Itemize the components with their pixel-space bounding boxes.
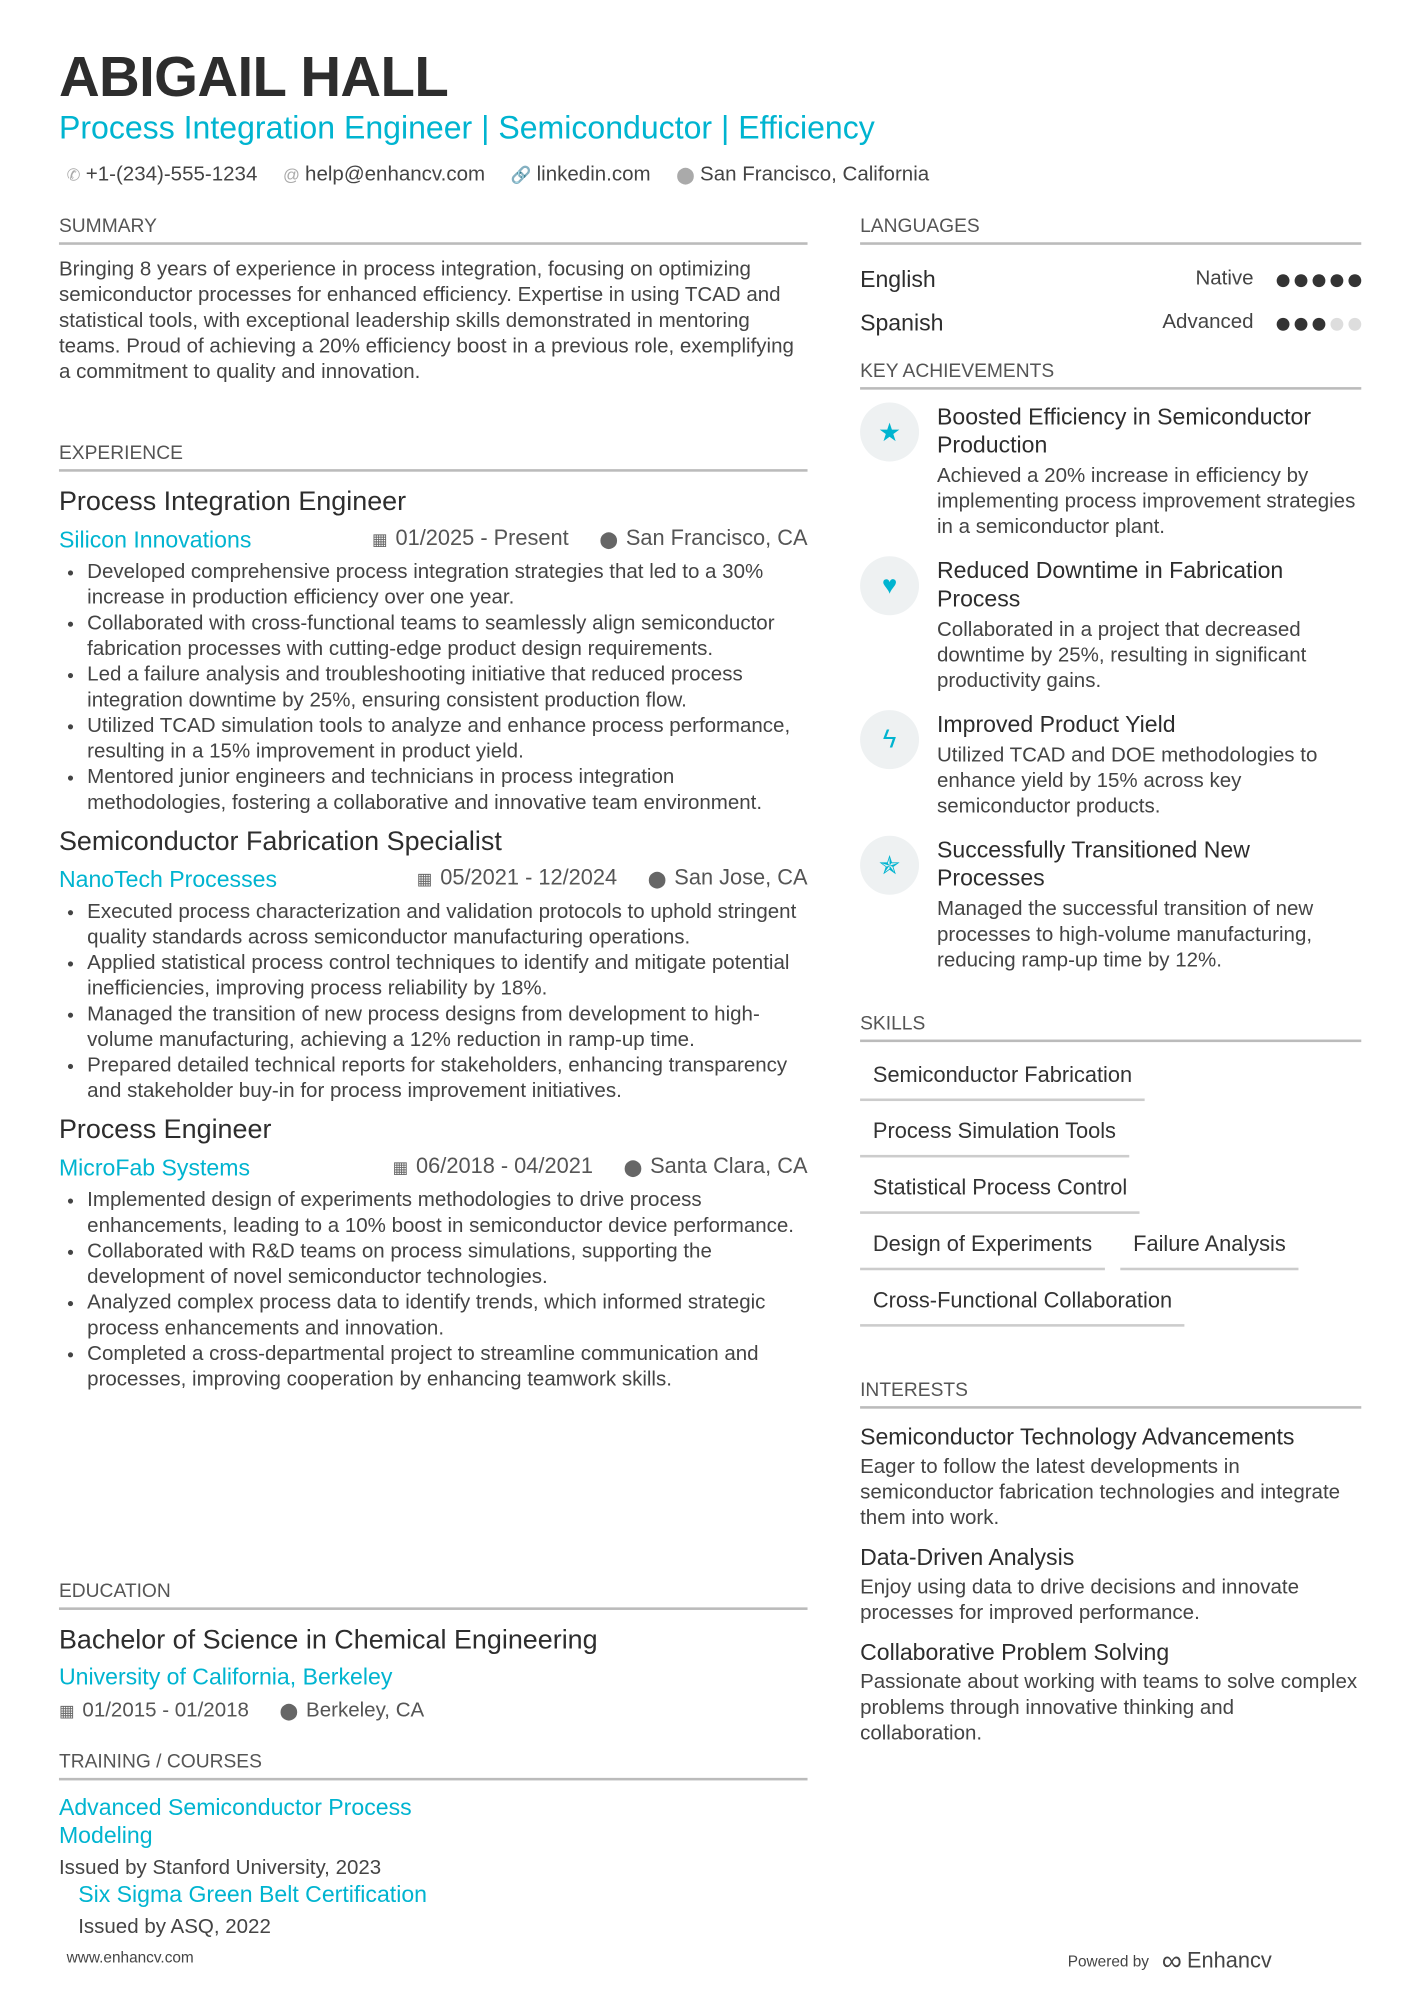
skill-tag: Failure Analysis [1120, 1224, 1298, 1270]
section-heading: KEY ACHIEVEMENTS [860, 360, 1361, 389]
language-name: English [860, 265, 936, 292]
company-name[interactable]: NanoTech Processes [58, 865, 277, 892]
job-location: Santa Clara, CA [650, 1153, 808, 1178]
bullet-item: • Analyzed complex process data to identify trends, which informed strategic process enhancements and innovation. [87, 1291, 807, 1342]
section-heading: EDUCATION [59, 1580, 808, 1609]
language-rating [1272, 266, 1362, 293]
education-section [59, 1580, 808, 1727]
footer-powered [1068, 1944, 1272, 1977]
job-details [372, 520, 807, 557]
skill-tag: Cross-Functional Collaboration [860, 1281, 1185, 1327]
contact-item[interactable] [511, 164, 651, 187]
location-icon: ⬤ [279, 1700, 299, 1721]
job-location-wrap [648, 860, 808, 897]
achievement-body [937, 710, 1361, 820]
bullet-item: • Implemented design of experiments methodologies to drive process enhancements, leading to a 10% boost in semiconductor device performance. [87, 1188, 807, 1239]
contact-item[interactable] [67, 164, 258, 187]
bullet-item: • Utilized TCAD simulation tools to analyze and enhance process performance, resulting in a 15% improvement in product yield. [87, 714, 807, 765]
company-name[interactable]: MicroFab Systems [58, 1154, 250, 1180]
course-issuer: Issued by Stanford University, 2023 [58, 1857, 382, 1880]
interest-title: Semiconductor Technology Advancements [860, 1424, 1295, 1450]
bullet-item: • Mentored junior engineers and technicians in process integration methodologies, fostering a collaborative and innovative team environment. [87, 765, 807, 816]
summary-text: Bringing 8 years of experience in process integration, focusing on optimizing semiconductor processes for enhanced efficiency. Expertise in using TCAD and statistical tools, with exceptional leadership skills demonstrated in mentoring teams. Proud of achieving a 20% efficiency boost in a previous role, exemplifying a commitment to quality and innovation. [58, 258, 794, 384]
achievement-text: Collaborated in a project that decreased downtime by 25%, resulting in significant productivity gains. [936, 619, 1307, 693]
brand-name: Enhancv [1187, 1948, 1272, 1973]
achievement-item [860, 836, 1361, 974]
bullet-item: • Managed the transition of new process designs from development to high-volume manufacturing, achieving a 12% reduction in ramp-up time. [87, 1002, 807, 1053]
language-item [860, 258, 1361, 302]
job-title: Process Engineer [58, 1115, 272, 1145]
contact-row [67, 164, 930, 187]
interest-text: Enjoy using data to drive decisions and innovate processes for improved performance. [860, 1576, 1300, 1625]
interest-text: Eager to follow the latest developments in semiconductor fabrication technologies and integrate them into work. [860, 1456, 1341, 1530]
job-dates-wrap [393, 1148, 593, 1185]
section-heading: SUMMARY [59, 215, 808, 244]
contact-text[interactable]: San Francisco, California [700, 164, 930, 186]
achievement-item [860, 556, 1361, 694]
achievement-title: Successfully Transitioned New Processes [936, 837, 1250, 891]
calendar-icon: ▦ [392, 1157, 409, 1177]
interests-section [860, 1379, 1361, 1747]
job-location: San Francisco, CA [625, 525, 808, 550]
achievement-title: Improved Product Yield [936, 711, 1176, 738]
star-icon: ★ [860, 402, 919, 461]
education-dates: 01/2015 - 01/2018 [82, 1699, 249, 1722]
heart-icon: ♥ [860, 556, 919, 615]
calendar-icon: ▦ [58, 1700, 75, 1721]
job-dates: 06/2018 - 04/2021 [416, 1153, 593, 1178]
experience-section [59, 442, 808, 1401]
rating-dot [1277, 274, 1290, 287]
section-heading: SKILLS [860, 1013, 1361, 1042]
job-details [417, 860, 808, 897]
summary-section [59, 215, 808, 385]
location-icon: ⬤ [647, 869, 667, 889]
candidate-title: Process Integration Engineer | Semiconductor | Efficiency [58, 110, 875, 147]
skill-tag: Design of Experiments [860, 1224, 1105, 1270]
rating-dot [1331, 317, 1344, 330]
contact-item[interactable] [283, 164, 485, 187]
rating-dot [1295, 274, 1308, 287]
degree: Bachelor of Science in Chemical Engineering [58, 1625, 598, 1655]
contact-text[interactable]: help@enhancv.com [305, 164, 486, 186]
achievement-item [860, 710, 1361, 820]
course-title[interactable]: Advanced Semiconductor Process Modeling [58, 1794, 412, 1849]
contact-text[interactable]: linkedin.com [536, 164, 651, 186]
achievement-body [937, 836, 1361, 974]
calendar-icon: ▦ [372, 529, 388, 549]
job-bullets [59, 900, 808, 1105]
bullet-item: • Prepared detailed technical reports for stakeholders, enhancing transparency and stakeholder buy-in for process improvement initiatives. [87, 1054, 807, 1105]
skill-tag: Semiconductor Fabrication [860, 1055, 1145, 1101]
location-icon: ⬤ [676, 165, 695, 185]
course-item [78, 1880, 450, 1939]
skills-section [860, 1013, 1361, 1337]
job-entry [59, 824, 808, 1105]
job-meta [59, 1148, 808, 1185]
job-meta [59, 860, 808, 897]
training-section [59, 1751, 808, 1939]
rating-dot [1313, 317, 1326, 330]
contact-text[interactable]: +1-(234)-555-1234 [85, 164, 258, 186]
rating-dot [1348, 317, 1361, 330]
achievement-body [937, 556, 1361, 694]
location-icon: ⬤ [599, 529, 619, 549]
rating-dot [1348, 274, 1361, 287]
link-icon: 🔗 [510, 165, 532, 185]
job-entry [59, 1113, 808, 1394]
job-location-wrap [600, 520, 808, 557]
enhancv-logo [1162, 1944, 1272, 1977]
lightning-icon: ϟ [860, 710, 919, 769]
language-level: Native [1195, 267, 1254, 290]
languages-section [860, 215, 1361, 344]
bullet-item: • Executed process characterization and validation protocols to uphold stringent quality standards across semiconductor manufacturing operations. [87, 900, 807, 951]
job-location: San Jose, CA [674, 865, 808, 890]
location-icon: ⬤ [623, 1157, 643, 1177]
bullet-item: • Collaborated with cross-functional teams to seamlessly align semiconductor fabrication processes with cutting-edge product design requirements. [87, 611, 807, 662]
footer-website[interactable]: www.enhancv.com [66, 1948, 194, 1967]
achievements-section [860, 360, 1361, 989]
job-entry [59, 485, 808, 817]
contact-item[interactable] [676, 164, 929, 187]
achievement-title: Boosted Efficiency in Semiconductor Production [936, 403, 1312, 458]
bullet-item: • Collaborated with R&D teams on process simulations, supporting the development of novel semiconductor technologies. [87, 1240, 807, 1291]
infinity-logo-icon: ∞ [1161, 1944, 1182, 1977]
achievement-item [860, 402, 1361, 540]
achievement-body [937, 402, 1361, 540]
course-title[interactable]: Six Sigma Green Belt Certification [78, 1881, 427, 1908]
email-icon: @ [282, 165, 300, 185]
skill-tag: Statistical Process Control [860, 1168, 1140, 1214]
bullet-item: • Completed a cross-departmental project to streamline communication and processes, improving cooperation by enhancing teamwork skills. [87, 1342, 807, 1393]
calendar-icon: ▦ [416, 869, 433, 889]
company-name[interactable]: Silicon Innovations [58, 526, 252, 552]
course-item [59, 1793, 431, 1880]
rating-dot [1295, 317, 1308, 330]
bullet-item: • Led a failure analysis and troubleshooting initiative that reduced process integration downtime by 25%, ensuring consistent production flow. [87, 663, 807, 714]
job-dates: 01/2025 - Present [395, 525, 569, 550]
powered-by-label: Powered by [1067, 1952, 1149, 1971]
language-rating [1272, 310, 1362, 337]
job-title: Process Integration Engineer [58, 487, 407, 517]
section-heading: EXPERIENCE [59, 442, 808, 471]
job-bullets [59, 1188, 808, 1393]
job-location-wrap [624, 1148, 808, 1185]
achievement-text: Managed the successful transition of new processes to high-volume manufacturing, reducing ramp-up time by 12%. [936, 898, 1314, 972]
rating-dot [1313, 274, 1326, 287]
school-name: University of California, Berkeley [58, 1663, 393, 1690]
skill-tag: Process Simulation Tools [860, 1111, 1129, 1157]
job-dates: 05/2021 - 12/2024 [440, 865, 618, 890]
language-name: Spanish [860, 309, 944, 336]
job-bullets [59, 560, 808, 816]
rating-dot [1277, 317, 1290, 330]
language-item [860, 301, 1361, 345]
job-dates-wrap [372, 520, 569, 557]
achievement-title: Reduced Downtime in Fabrication Process [936, 557, 1284, 612]
course-issuer: Issued by ASQ, 2022 [78, 1916, 271, 1939]
job-title: Semiconductor Fabrication Specialist [58, 826, 502, 857]
education-location: Berkeley, CA [306, 1699, 425, 1722]
achievement-text: Achieved a 20% increase in efficiency by implementing process improvement strategies in a semiconductor plant. [936, 465, 1356, 539]
job-meta [59, 520, 808, 557]
job-dates-wrap [417, 860, 617, 897]
job-details [393, 1148, 808, 1185]
section-heading: LANGUAGES [860, 215, 1361, 244]
section-heading: INTERESTS [860, 1379, 1361, 1408]
rating-dot [1331, 274, 1344, 287]
bullet-item: • Applied statistical process control techniques to identify and mitigate potential inefficiencies, improving process reliability by 18%. [87, 951, 807, 1002]
interest-title: Collaborative Problem Solving [860, 1639, 1170, 1666]
language-level: Advanced [1162, 311, 1254, 334]
achievement-text: Utilized TCAD and DOE methodologies to enhance yield by 15% across key semiconductor products. [936, 744, 1318, 818]
half-star-icon: ✯ [860, 836, 919, 895]
section-heading: TRAINING / COURSES [59, 1751, 808, 1780]
bullet-item: • Developed comprehensive process integration strategies that led to a 30% increase in production efficiency over one year. [87, 560, 807, 611]
candidate-name: ABIGAIL HALL [58, 46, 449, 109]
phone-icon: ✆ [66, 165, 81, 185]
interest-title: Data-Driven Analysis [860, 1544, 1075, 1571]
interest-text: Passionate about working with teams to solve complex problems through innovative thinking and collaboration. [860, 1671, 1358, 1745]
